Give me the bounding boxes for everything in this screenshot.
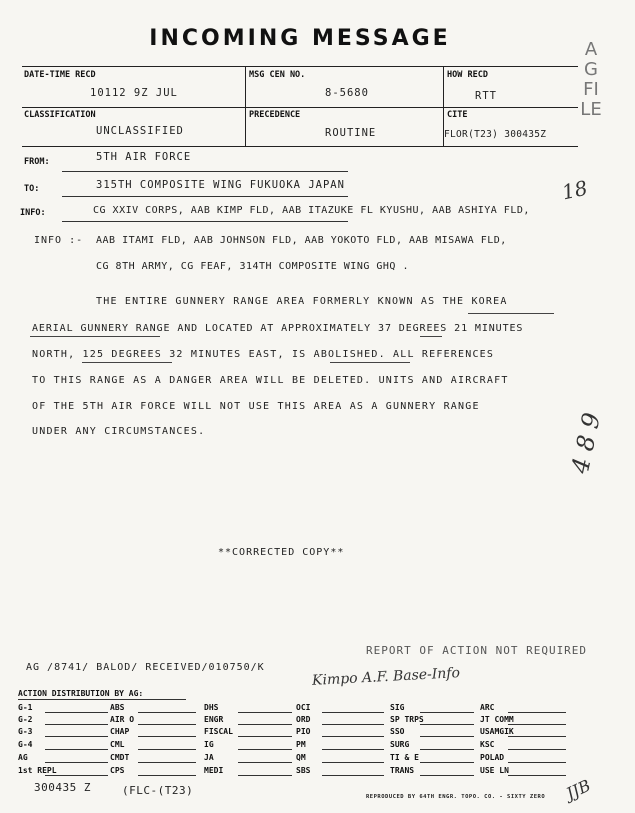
distribution-item-line — [45, 762, 108, 763]
distribution-item-label: FISCAL — [204, 727, 233, 736]
distribution-item-label: TI & E — [390, 753, 419, 762]
distribution-item-label: USAMGIK — [480, 727, 514, 736]
distribution-item-line — [508, 712, 566, 713]
bottom-initials: JJB — [563, 775, 594, 804]
from-underline — [62, 171, 348, 172]
distribution-item-line — [138, 712, 196, 713]
msg-cen-label: MSG CEN NO. — [249, 70, 306, 80]
date-time-label: DATE-TIME RECD — [24, 70, 96, 80]
classification-label: CLASSIFICATION — [24, 110, 96, 120]
from-value: 5TH AIR FORCE — [96, 151, 192, 163]
distribution-item-label: ABS — [110, 703, 125, 712]
distribution-item-label: OCI — [296, 703, 311, 712]
distribution-item-line — [420, 724, 474, 725]
distribution-item-label: JT COMM — [480, 715, 514, 724]
distribution-item-label: AG — [18, 753, 28, 762]
footer-dtg: 300435 Z — [34, 781, 91, 794]
distribution-item-line — [322, 749, 384, 750]
from-label: FROM: — [24, 157, 50, 167]
how-recd-value: RTT — [475, 90, 497, 102]
distribution-item-label: ENGR — [204, 715, 224, 724]
distribution-item-line — [138, 736, 196, 737]
distribution-item-line — [508, 749, 566, 750]
how-recd-label: HOW RECD — [447, 70, 488, 80]
info-line-3: CG 8TH ARMY, CG FEAF, 314TH COMPOSITE WING GHQ . — [96, 261, 409, 272]
cite-label: CITE — [447, 110, 468, 120]
distribution-item-line — [420, 762, 474, 763]
distribution-item-line — [508, 724, 566, 725]
precedence-label: PRECEDENCE — [249, 110, 301, 120]
info-line-1: CG XXIV CORPS, AAB KIMP FLD, AAB ITAZUKE FL KYUSHU, AAB ASHIYA FLD, — [93, 205, 530, 216]
header-middle-rule — [22, 107, 578, 108]
distribution-item-line — [420, 712, 474, 713]
distribution-item-label: PM — [296, 740, 306, 749]
to-underline — [62, 196, 348, 197]
classification-value: UNCLASSIFIED — [96, 125, 184, 137]
distribution-item-line — [45, 775, 108, 776]
distribution-item-label: SSO — [390, 727, 405, 736]
precedence-value: ROUTINE — [325, 127, 377, 139]
distribution-item-label: KSC — [480, 740, 495, 749]
underline-125 — [82, 362, 172, 363]
report-of-action: REPORT OF ACTION NOT REQUIRED — [366, 644, 588, 657]
distribution-item-line — [238, 775, 292, 776]
to-label: TO: — [24, 184, 40, 194]
distribution-item-label: JA — [204, 753, 214, 762]
distribution-item-label: ORD — [296, 715, 311, 724]
distribution-item-line — [508, 736, 566, 737]
cite-value: FLOR(T23) 300435Z — [444, 129, 547, 140]
distribution-item-label: CML — [110, 740, 125, 749]
distribution-label-underline — [18, 699, 186, 700]
side-file-annotation — [580, 40, 602, 120]
distribution-item-label: G-1 — [18, 703, 33, 712]
distribution-item-label: POLAD — [480, 753, 505, 762]
received-line: AG /8741/ BALOD/ RECEIVED/010750/K — [26, 662, 265, 673]
distribution-item-label: SP TRPS — [390, 715, 424, 724]
to-value: 315TH COMPOSITE WING FUKUOKA JAPAN — [96, 179, 345, 191]
distribution-item-label: AIR O — [110, 715, 135, 724]
distribution-item-line — [322, 736, 384, 737]
side-file-text: AG FILE — [580, 39, 602, 120]
distribution-item-line — [238, 724, 292, 725]
distribution-item-label: CMDT — [110, 753, 130, 762]
distribution-item-line — [420, 749, 474, 750]
distribution-item-label: USE LN — [480, 766, 509, 775]
margin-handwritten-number: 4 8 9 — [566, 410, 607, 476]
page-title: INCOMING MESSAGE — [149, 26, 451, 51]
distribution-item-label: QM — [296, 753, 306, 762]
distribution-item-label: IG — [204, 740, 214, 749]
distribution-item-label: G-3 — [18, 727, 33, 736]
underline-korea — [468, 313, 554, 314]
underline-37 — [420, 336, 442, 337]
distribution-item-line — [138, 749, 196, 750]
distribution-item-line — [420, 736, 474, 737]
distribution-item-label: SIG — [390, 703, 405, 712]
top-handwritten-number: 18 — [559, 175, 590, 205]
message-line-1: THE ENTIRE GUNNERY RANGE AREA FORMERLY KNOWN AS THE KOREA — [96, 296, 508, 307]
distribution-item-line — [138, 762, 196, 763]
distribution-label: ACTION DISTRIBUTION BY AG: — [18, 689, 144, 698]
info-label: INFO: — [20, 208, 46, 218]
distribution-item-line — [238, 712, 292, 713]
distribution-item-line — [45, 712, 108, 713]
info-underline — [62, 221, 348, 222]
distribution-item-line — [322, 724, 384, 725]
distribution-item-label: ARC — [480, 703, 495, 712]
distribution-item-label: CPS — [110, 766, 125, 775]
info-line-2: AAB ITAMI FLD, AAB JOHNSON FLD, AAB YOKOTO FLD, AAB MISAWA FLD, — [96, 235, 507, 246]
kimpo-handwritten-note: Kimpo A.F. Base-Info — [311, 665, 461, 689]
distribution-item-label: TRANS — [390, 766, 415, 775]
underline-abolished — [330, 362, 410, 363]
distribution-item-line — [322, 762, 384, 763]
distribution-item-label: G-2 — [18, 715, 33, 724]
header-bottom-rule — [22, 146, 578, 147]
message-line-6: UNDER ANY CIRCUMSTANCES. — [32, 426, 206, 437]
distribution-item-line — [45, 736, 108, 737]
distribution-item-line — [238, 762, 292, 763]
msg-cen-value: 8-5680 — [325, 87, 369, 99]
distribution-item-label: MEDI — [204, 766, 224, 775]
distribution-item-label: DHS — [204, 703, 219, 712]
distribution-item-line — [420, 775, 474, 776]
distribution-item-label: CHAP — [110, 727, 130, 736]
message-line-2: AERIAL GUNNERY RANGE AND LOCATED AT APPROXIMATELY 37 DEGREES 21 MINUTES — [32, 323, 524, 334]
distribution-item-line — [508, 775, 566, 776]
distribution-item-line — [238, 749, 292, 750]
message-line-3: NORTH, 125 DEGREES 32 MINUTES EAST, IS ABOLISHED. ALL REFERENCES — [32, 349, 495, 360]
info2-label: INFO :- — [34, 235, 84, 246]
footer-printer: REPRODUCED BY 64TH ENGR. TOPO. CO. - SIXTY ZERO — [366, 794, 546, 800]
message-line-5: OF THE 5TH AIR FORCE WILL NOT USE THIS AREA AS A GUNNERY RANGE — [32, 401, 480, 412]
distribution-item-label: 1st REPL — [18, 766, 57, 775]
distribution-item-line — [45, 724, 108, 725]
distribution-item-label: G-4 — [18, 740, 33, 749]
distribution-item-line — [138, 724, 196, 725]
distribution-item-label: PIO — [296, 727, 311, 736]
distribution-item-line — [322, 712, 384, 713]
message-line-4: TO THIS RANGE AS A DANGER AREA WILL BE DELETED. UNITS AND AIRCRAFT — [32, 375, 509, 386]
header-divider-1 — [245, 66, 246, 146]
distribution-item-line — [508, 762, 566, 763]
distribution-item-label: SBS — [296, 766, 311, 775]
distribution-item-line — [138, 775, 196, 776]
footer-cite: (FLC-(T23) — [122, 784, 194, 797]
corrected-copy: **CORRECTED COPY** — [218, 547, 345, 558]
distribution-item-line — [322, 775, 384, 776]
distribution-item-label: SURG — [390, 740, 410, 749]
distribution-item-line — [238, 736, 292, 737]
date-time-value: 10112 9Z JUL — [90, 87, 178, 99]
header-top-rule — [22, 66, 578, 67]
underline-aerial-gunnery — [30, 336, 160, 337]
distribution-item-line — [45, 749, 108, 750]
